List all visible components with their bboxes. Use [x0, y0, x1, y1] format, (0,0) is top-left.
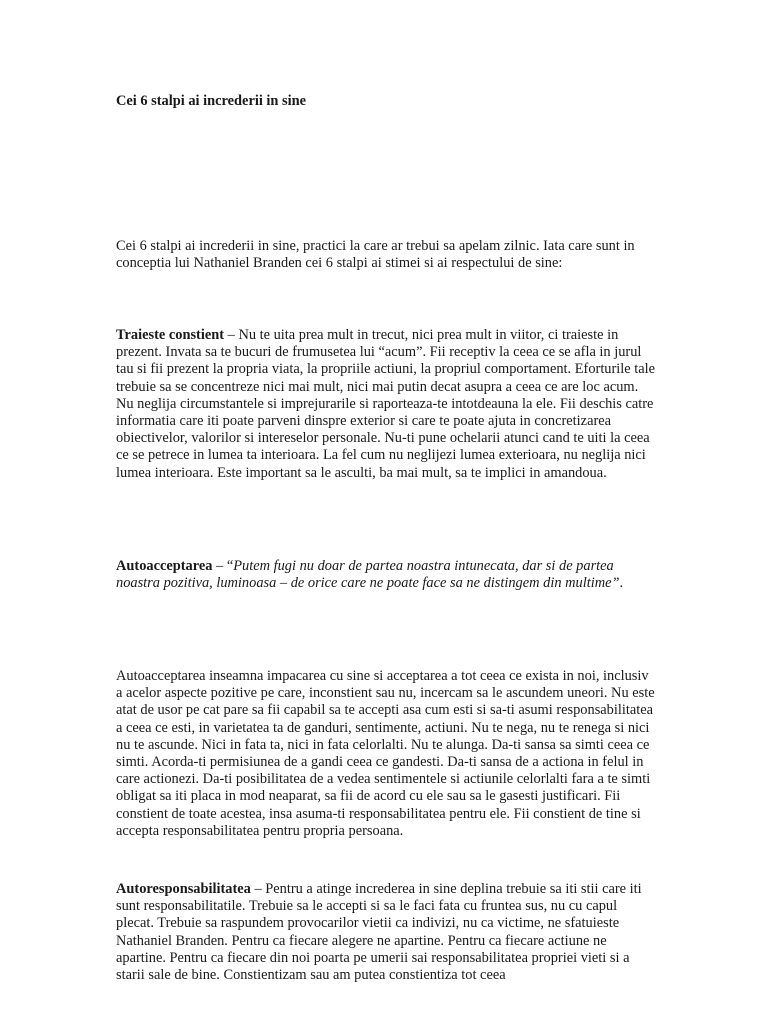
- section-heading: Autoacceptarea: [116, 558, 213, 574]
- document-title: Cei 6 stalpi ai increderii in sine: [116, 93, 307, 109]
- autoacceptarea-paragraph: [116, 668, 656, 840]
- heading-separator: –: [250, 881, 266, 897]
- section-quote: Putem fugi nu doar de partea noastra intunecata, dar si de partea noastra pozitiva, luminoasa – de orice care ne poate face sa ne distingem din multime”: [116, 558, 620, 592]
- quote-end: .: [619, 575, 624, 592]
- intro-paragraph: Cei 6 stalpi ai increderii in sine, practici la care ar trebui sa apelam zilnic. Iata care sunt in conceptia lui Nathaniel Branden cei 6 stalpi ai stimei si ai respectului de sine:: [116, 238, 635, 272]
- heading-separator: –: [224, 327, 239, 343]
- section-autoacceptarea: [116, 558, 656, 592]
- heading-separator: – “: [212, 558, 234, 574]
- section-heading: Traieste constient: [116, 327, 225, 343]
- section-body: Autoacceptarea inseamna impacarea cu sine si acceptarea a tot ceea ce exista in noi, inclusiv a acelor aspecte pozitive pe care, inconstient sau nu, incercam sa le ascundem uneori. Nu este atat de usor pe cat pare sa fii capabil sa te accepti asa cum esti si sa-ti asumi responsabilitatea a ceea ce esti, in varietatea ta de ganduri, sentimente, actiuni. Nu te nega, nu te renega si nici nu te ascunde. Nici in fata ta, nici in fata celorlalti. Nu te alunga. Da-ti sansa sa simti ceea ce simti. Acorda-ti permisiunea de a gandi ceea ce gandesti. Da-ti sansa de a actiona in felul in care actionezi. Da-ti posibilitatea de a vedea sentimentele si actiunile celorlalti fara a te simti obligat sa iti placa in mod neaparat, sa fii de acord cu ele sau sa le gasesti justificari. Fii constient de toate acestea, insa asuma-ti responsabilitatea pentru ele. Fii constient de tine si accepta responsabilitatea pentru propria persoana.: [116, 668, 655, 839]
- section-body: Pentru a atinge increderea in sine deplina trebuie sa iti stii care iti sunt responsabilitatile. Trebuie sa le accepti si sa le faci fata cu fruntea sus, nu cu capul plecat. Trebuie sa raspundem provocarilor vietii ca indivizi, nu ca victime, ne sfatuieste Nathaniel Branden. Pentru ca fiecare alegere ne apartine. Pentru ca fiecare actiune ne apartine. Pentru ca fiecare din noi poarta pe umerii sai responsabilitatea propriei vieti si a starii sale de bine. Constientizam sau am putea constientiza tot ceea: [116, 881, 642, 984]
- section-autoresponsabilitatea: [116, 881, 656, 984]
- section-heading: Autoresponsabilitatea: [116, 881, 251, 897]
- section-traieste-constient: [116, 327, 656, 482]
- section-body: Nu te uita prea mult in trecut, nici prea mult in viitor, ci traieste in prezent. Invata sa te bucuri de frumusetea lui “acum”. Fii receptiv la ceea ce se afla in jurul tau si fii prezent la propria viata, la propriile actiuni, la propriul comportament. Eforturile tale trebuie sa se concentreze nici mai mult, nici mai putin decat asupra a ceea ce are loc acum. Nu neglija circumstantele si imprejurarile si raporteaza-te intotdeauna la ele. Fii deschis catre informatia care iti poate parveni dinspre exterior si care te poate ajuta in concretizarea obiectivelor, valorilor si intereselor personale. Nu-ti pune ochelarii atunci cand te uiti la ceea ce se petrece in lumea ta interioara. La fel cum nu neglijezi lumea exterioara, nu neglija nici lumea interioara. Este important sa le asculti, ba mai mult, sa te implici in amandoua.: [116, 327, 656, 481]
